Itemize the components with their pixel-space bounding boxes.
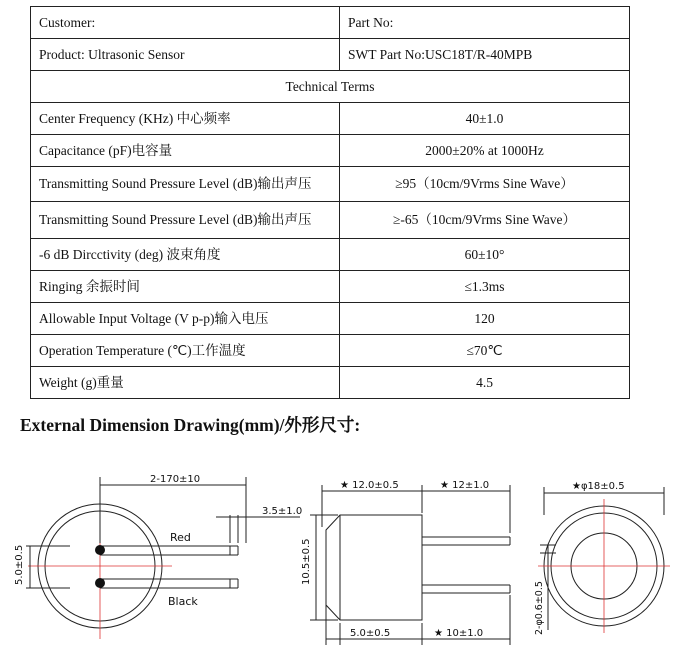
spec-label: Operation Temperature (℃)工作温度	[31, 335, 340, 367]
table-row	[31, 271, 630, 303]
table-row	[31, 135, 630, 167]
spec-value: ≥95（10cm/9Vrms Sine Wave）	[340, 167, 630, 202]
table-row	[31, 367, 630, 399]
spec-value: 2000±20% at 1000Hz	[340, 135, 630, 167]
spec-value: 120	[340, 303, 630, 335]
customer-cell: Customer:	[31, 7, 340, 39]
spec-label: Center Frequency (KHz) 中心频率	[31, 103, 340, 135]
table-row	[31, 239, 630, 271]
spec-value: ≤1.3ms	[340, 271, 630, 303]
pin-diameter-label: 2-φ0.6±0.5	[534, 581, 545, 635]
spec-label: Weight (g)重量	[31, 367, 340, 399]
table-row	[31, 7, 630, 39]
table-row	[31, 303, 630, 335]
front-view	[26, 477, 303, 639]
spec-label: Allowable Input Voltage (V p-p)输入电压	[31, 303, 340, 335]
depth-label: 5.0±0.5	[350, 628, 391, 639]
spec-label: Capacitance (pF)电容量	[31, 135, 340, 167]
black-terminal-dot	[95, 578, 105, 588]
back-view	[540, 487, 664, 630]
table-row	[31, 335, 630, 367]
spec-label: Transmitting Sound Pressure Level (dB)输出声压	[31, 167, 340, 202]
spec-value: ≤70℃	[340, 335, 630, 367]
side-height-label: 10.5±0.5	[301, 538, 312, 585]
red-terminal-dot	[95, 545, 105, 555]
swt-part-no-cell: SWT Part No:USC18T/R-40MPB	[340, 39, 630, 71]
body-length-label: ★ 12.0±0.5	[340, 480, 399, 491]
table-row	[31, 71, 630, 103]
spec-value: 4.5	[340, 367, 630, 399]
spec-label: Ringing 余振时间	[31, 271, 340, 303]
side-view	[310, 485, 510, 645]
product-cell: Product: Ultrasonic Sensor	[31, 39, 340, 71]
spec-value: 40±1.0	[340, 103, 630, 135]
black-wire-label: Black	[168, 595, 198, 608]
diameter-label: ★φ18±0.5	[572, 481, 625, 492]
pin-tail-label: ★ 10±1.0	[434, 628, 484, 639]
technical-terms-header: Technical Terms	[31, 71, 630, 103]
table-row	[31, 202, 630, 239]
strip-label: 3.5±1.0	[262, 506, 303, 517]
spec-value: 60±10°	[340, 239, 630, 271]
red-wire-label: Red	[170, 531, 191, 544]
table-row	[31, 103, 630, 135]
left-height-label: 5.0±0.5	[14, 544, 25, 585]
lead-spacing-label: 2-170±10	[150, 474, 201, 485]
spec-label: -6 dB Dircctivity (deg) 波束角度	[31, 239, 340, 271]
spec-table	[30, 6, 630, 399]
part-no-cell: Part No:	[340, 7, 630, 39]
dimension-drawing	[0, 455, 673, 661]
table-row	[31, 39, 630, 71]
pin-length-label: ★ 12±1.0	[440, 480, 490, 491]
spec-label: Transmitting Sound Pressure Level (dB)输出声压	[31, 202, 340, 239]
drawing-heading: External Dimension Drawing(mm)/外形尺寸:	[20, 415, 361, 435]
table-row	[31, 167, 630, 202]
spec-value: ≥-65（10cm/9Vrms Sine Wave）	[340, 202, 630, 239]
